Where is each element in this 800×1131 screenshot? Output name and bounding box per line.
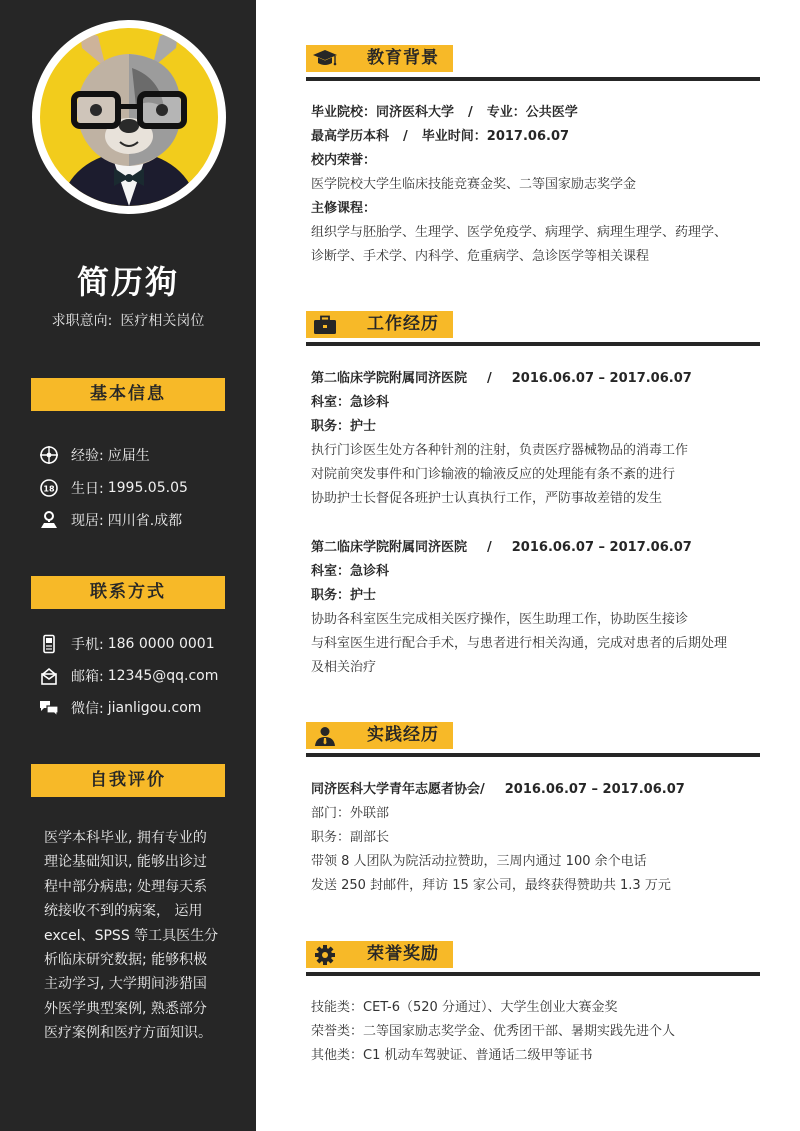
info-label: 生日: — [71, 481, 104, 497]
dept-value: 急诊科 — [350, 564, 390, 579]
practice-heading — [306, 722, 453, 749]
info-experience — [38, 444, 150, 466]
degree-value: 本科 — [363, 129, 390, 144]
practice-line: 部门：外联部 — [311, 806, 390, 821]
award-line: 其他类：C1 机动车驾驶证、普通话二级甲等证书 — [311, 1048, 593, 1063]
location-person-icon — [38, 509, 60, 531]
info-value: 1995.05.05 — [107, 480, 188, 496]
contact-label: 微信: — [71, 701, 104, 717]
job-duty: 与科室医生进行配合手术，与患者进行相关沟通，完成对患者的后期处理 — [311, 636, 728, 651]
edu-courses-text: 组织学与胚胎学、生理学、医学免疫学、病理学、病理生理学、药理学、 — [311, 225, 728, 240]
dept-value: 急诊科 — [350, 395, 390, 410]
job-intent-label: 求职意向: — [51, 313, 113, 329]
job-header — [311, 536, 692, 555]
section-title: 教育背景 — [367, 48, 439, 68]
graduation-cap-icon — [312, 47, 338, 70]
mail-icon — [38, 665, 60, 687]
slash: / — [487, 371, 492, 386]
self-eval-line: 统接收不到的病案， 运用 — [44, 903, 203, 920]
info-label: 经验: — [71, 448, 104, 464]
major-label: 专业： — [486, 105, 526, 120]
role-label: 职务： — [311, 588, 351, 603]
gear-icon — [312, 943, 338, 966]
edu-honors-label: 校内荣誉： — [311, 153, 377, 168]
contact-value: 186 0000 0001 — [107, 636, 215, 652]
role-value: 护士 — [350, 588, 377, 603]
award-line: 技能类：CET-6（520 分通过）、大学生创业大赛金奖 — [311, 1000, 618, 1015]
role-value: 护士 — [350, 419, 377, 434]
person-name: 简历狗 — [76, 263, 179, 301]
job-header — [311, 367, 692, 386]
practice-line: 职务：副部长 — [311, 830, 390, 845]
section-title: 实践经历 — [367, 725, 439, 745]
job-intent-value: 医疗相关岗位 — [120, 313, 205, 329]
section-divider — [306, 753, 760, 757]
role-label: 职务： — [311, 419, 351, 434]
contact-value: 12345@qq.com — [107, 668, 219, 684]
wechat-icon — [38, 697, 60, 719]
basic-info-heading: 基本信息 — [31, 378, 225, 411]
grad-label: 毕业时间： — [421, 129, 487, 144]
school-label: 毕业院校： — [311, 105, 377, 120]
avatar-frame — [32, 20, 226, 214]
info-label: 现居: — [71, 513, 104, 529]
section-divider — [306, 342, 760, 346]
job-duty: 协助护士长督促各班护士认真执行工作，严防事故差错的发生 — [311, 491, 663, 506]
job-period: 2016.06.07 – 2017.06.07 — [511, 371, 692, 386]
job-duty: 协助各科室医生完成相关医疗操作，医生助理工作，协助医生接诊 — [311, 612, 689, 627]
contact-wechat — [38, 697, 201, 719]
dept-label: 科室： — [311, 395, 351, 410]
edu-school-major — [311, 101, 578, 120]
degree-label: 最高学历 — [311, 129, 364, 144]
awards-heading — [306, 941, 453, 968]
job-org: 第二临床学院附属同济医院 — [311, 371, 468, 386]
contact-label: 邮箱: — [71, 669, 104, 685]
self-eval-line: 医学本科毕业, 拥有专业的 — [44, 830, 207, 846]
edu-courses-text: 诊断学、手术学、内科学、危重病学、急诊医学等相关课程 — [311, 249, 650, 264]
job-org: 第二临床学院附属同济医院 — [311, 540, 468, 555]
grad-value: 2017.06.07 — [486, 129, 570, 144]
work-heading — [306, 311, 453, 338]
contact-label: 手机: — [71, 637, 104, 653]
svg-text:18: 18 — [43, 484, 55, 494]
job-role — [311, 584, 376, 603]
job-duty: 执行门诊医生处方各种针剂的注射，负责医疗器械物品的消毒工作 — [311, 443, 689, 458]
slash: / — [403, 129, 408, 144]
contact-phone — [38, 633, 215, 655]
slash: / — [487, 540, 492, 555]
briefcase-icon — [312, 313, 338, 336]
dog-avatar-illustration — [40, 28, 218, 206]
education-heading — [306, 45, 453, 72]
phone-icon — [38, 633, 60, 655]
contact-heading: 联系方式 — [31, 576, 225, 609]
birthday-18-icon — [38, 477, 60, 499]
section-divider — [306, 972, 760, 976]
avatar — [40, 28, 218, 206]
person-tie-icon — [312, 724, 338, 747]
practice-line: 发送 250 封邮件，拜访 15 家公司，最终获得赞助共 1.3 万元 — [311, 878, 671, 893]
job-period: 2016.06.07 – 2017.06.07 — [511, 540, 692, 555]
job-intent — [0, 310, 256, 330]
self-eval-text — [44, 826, 220, 1046]
self-eval-line: 程中部分病患; 处理每天系 — [44, 878, 208, 895]
self-eval-line: 理论基础知识, 能够出诊过 — [44, 854, 207, 871]
self-eval-line: excel、SPSS 等工具医生分 — [44, 927, 219, 944]
award-line: 荣誉类：二等国家励志奖学金、优秀团干部、暑期实践先进个人 — [311, 1024, 676, 1039]
self-eval-line: 析临床研究数据; 能够积极 — [44, 952, 208, 969]
job-dept — [311, 391, 389, 410]
info-value: 四川省.成都 — [107, 513, 183, 529]
self-eval-line: 外医学典型案例, 熟悉部分 — [44, 1000, 207, 1017]
info-value: 应届生 — [107, 448, 150, 464]
edu-honors-text: 医学院校大学生临床技能竞赛金奖、二等国家励志奖学金 — [311, 177, 637, 192]
job-duty: 对院前突发事件和门诊输液的输液反应的处理能有条不紊的进行 — [311, 467, 676, 482]
school-value: 同济医科大学 — [376, 105, 455, 120]
practice-period: 2016.06.07 – 2017.06.07 — [504, 782, 685, 797]
job-duty: 及相关治疗 — [311, 660, 377, 675]
contact-value: jianligou.com — [107, 700, 202, 716]
section-title: 荣誉奖励 — [367, 944, 439, 964]
self-eval-line: 医疗案例和医疗方面知识。 — [44, 1025, 212, 1042]
section-title: 工作经历 — [367, 314, 439, 334]
job-dept — [311, 560, 389, 579]
edu-degree-date — [311, 125, 569, 144]
job-role — [311, 415, 376, 434]
practice-line: 带领 8 人团队为院活动拉赞助，三周内通过 100 余个电话 — [311, 854, 647, 869]
self-eval-line: 主动学习, 大学期间涉猎国 — [44, 976, 207, 993]
practice-header — [311, 778, 685, 797]
info-residence — [38, 509, 182, 531]
practice-org: 同济医科大学青年志愿者协会/ — [311, 782, 485, 797]
slash: / — [468, 105, 473, 120]
compass-icon — [38, 444, 60, 466]
section-divider — [306, 77, 760, 81]
self-eval-heading: 自我评价 — [31, 764, 225, 797]
dept-label: 科室： — [311, 564, 351, 579]
sidebar — [0, 0, 256, 1131]
major-value: 公共医学 — [525, 105, 578, 120]
contact-email — [38, 665, 218, 687]
info-birthday — [38, 477, 188, 499]
edu-courses-label: 主修课程： — [311, 201, 377, 216]
